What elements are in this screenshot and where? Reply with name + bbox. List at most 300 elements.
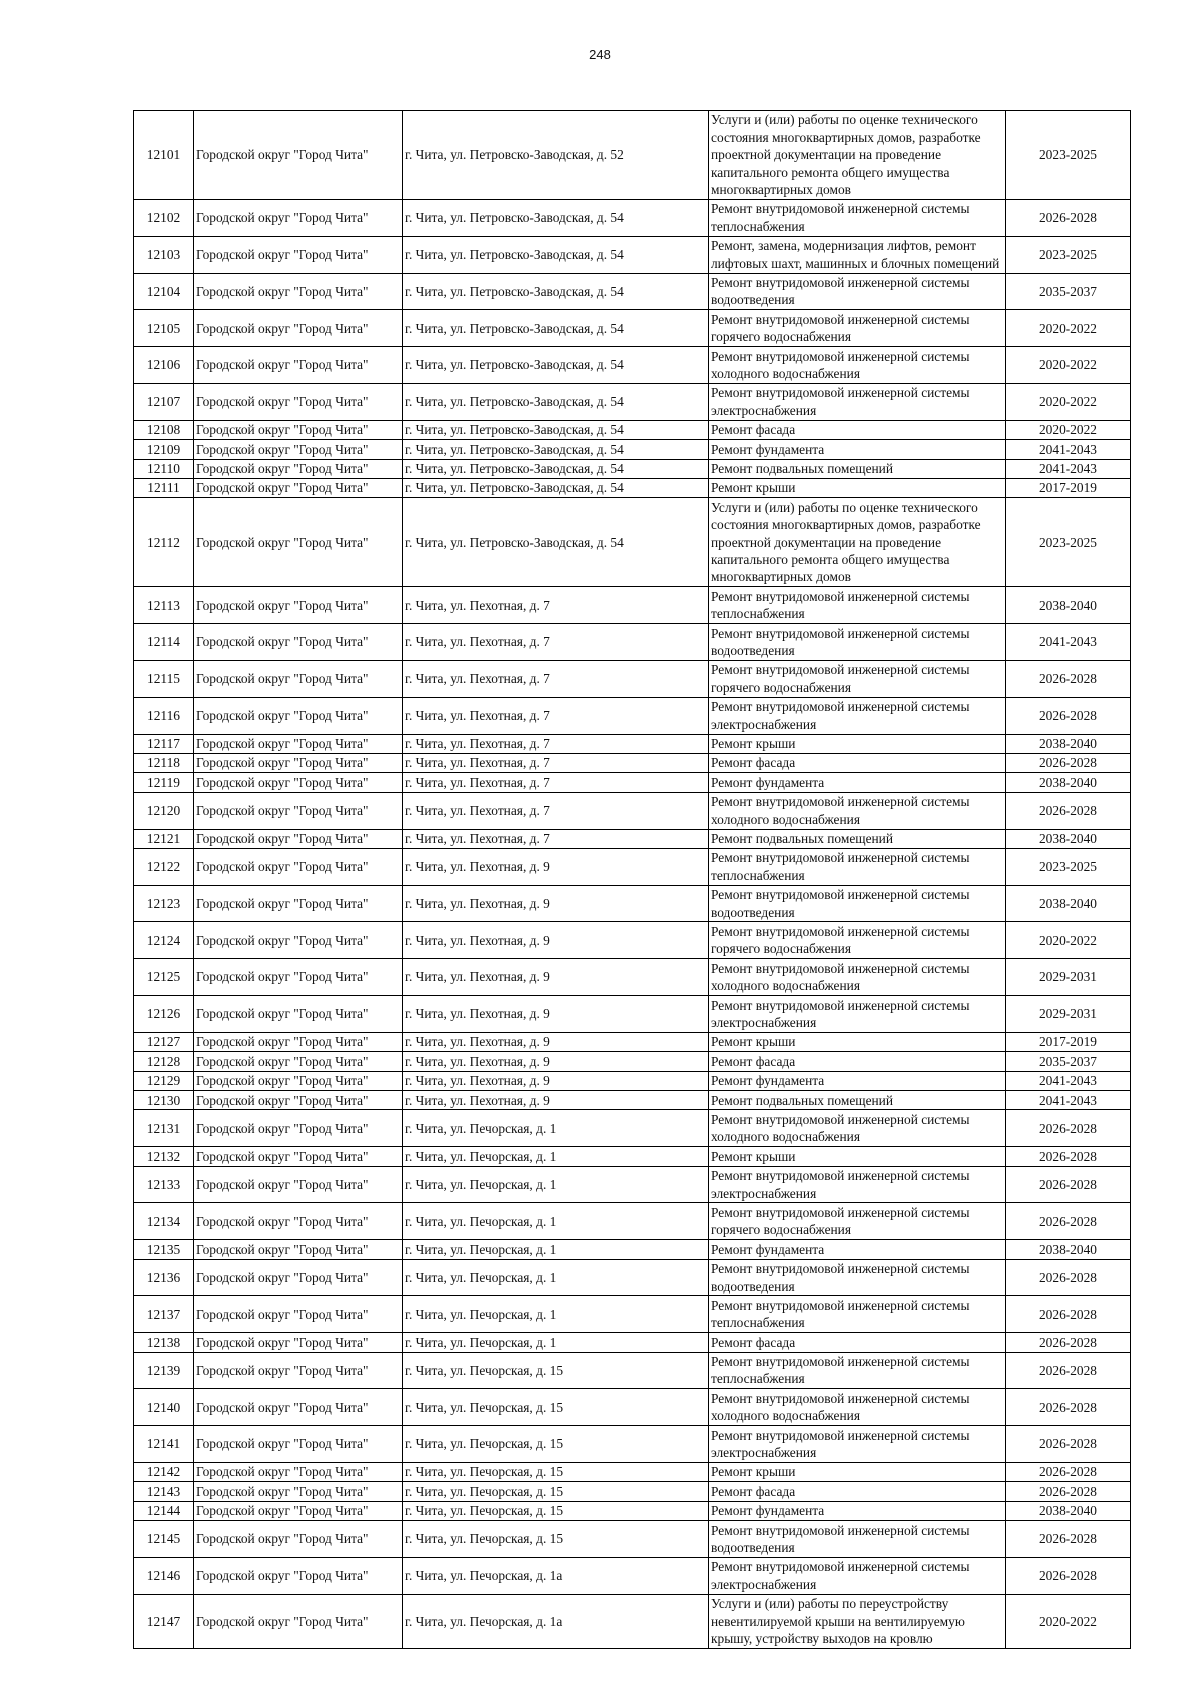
- municipality-cell: Городской округ "Город Чита": [194, 660, 403, 697]
- row-number: 12101: [134, 111, 194, 200]
- municipality-cell: Городской округ "Город Чита": [194, 440, 403, 459]
- period-cell: 2026-2028: [1006, 753, 1131, 772]
- period-cell: 2020-2022: [1006, 1594, 1131, 1648]
- period-cell: 2020-2022: [1006, 922, 1131, 959]
- row-number: 12128: [134, 1052, 194, 1071]
- address-cell: г. Чита, ул. Печорская, д. 15: [403, 1521, 709, 1558]
- period-cell: 2041-2043: [1006, 440, 1131, 459]
- table-row: [134, 1166, 1131, 1203]
- work-type-line: Ремонт подвальных помещений: [711, 461, 894, 477]
- work-type-cell: [709, 734, 1006, 753]
- row-number: 12121: [134, 829, 194, 848]
- work-type-cell: [709, 498, 1006, 587]
- period-cell: 2026-2028: [1006, 1389, 1131, 1426]
- municipality-cell: Городской округ "Город Чита": [194, 753, 403, 772]
- address-cell: г. Чита, ул. Петровско-Заводская, д. 54: [403, 440, 709, 459]
- row-number: 12136: [134, 1259, 194, 1296]
- municipality-cell: Городской округ "Город Чита": [194, 459, 403, 478]
- municipality-cell: Городской округ "Город Чита": [194, 1259, 403, 1296]
- period-cell: 2035-2037: [1006, 273, 1131, 310]
- work-type-line: Ремонт фундамента: [711, 441, 825, 457]
- address-cell: г. Чита, ул. Печорская, д. 1: [403, 1203, 709, 1240]
- work-type-line: лифтовых шахт, машинных и блочных помещений: [711, 255, 1000, 271]
- row-number: 12120: [134, 792, 194, 829]
- work-type-cell: [709, 885, 1006, 922]
- table-row: [134, 1259, 1131, 1296]
- table-row: [134, 1501, 1131, 1520]
- period-cell: 2026-2028: [1006, 1482, 1131, 1501]
- work-type-cell: [709, 1557, 1006, 1594]
- work-type-cell: [709, 1166, 1006, 1203]
- work-type-line: Ремонт внутридомовой инженерной системы: [711, 794, 970, 810]
- table-row: [134, 1521, 1131, 1558]
- address-cell: г. Чита, ул. Пехотная, д. 9: [403, 848, 709, 885]
- period-cell: 2026-2028: [1006, 1333, 1131, 1352]
- work-type-cell: [709, 848, 1006, 885]
- row-number: 12132: [134, 1147, 194, 1166]
- work-type-line: горячего водоснабжения: [711, 1222, 852, 1238]
- work-type-line: Ремонт фундамента: [711, 1073, 825, 1089]
- address-cell: г. Чита, ул. Пехотная, д. 7: [403, 734, 709, 753]
- work-type-line: Ремонт фасада: [711, 755, 796, 771]
- municipality-cell: Городской округ "Город Чита": [194, 922, 403, 959]
- municipality-cell: Городской округ "Город Чита": [194, 1594, 403, 1648]
- table-row: [134, 848, 1131, 885]
- work-type-line: Услуги и (или) работы по оценке технического: [711, 499, 978, 515]
- municipality-cell: Городской округ "Город Чита": [194, 1521, 403, 1558]
- period-cell: 2041-2043: [1006, 459, 1131, 478]
- table-row: [134, 478, 1131, 497]
- table-row: [134, 753, 1131, 772]
- work-type-cell: [709, 959, 1006, 996]
- work-type-line: Ремонт внутридомовой инженерной системы: [711, 1168, 970, 1184]
- work-type-line: электроснабжения: [711, 1445, 817, 1461]
- work-type-line: Ремонт крыши: [711, 1148, 796, 1164]
- address-cell: г. Чита, ул. Пехотная, д. 9: [403, 1071, 709, 1090]
- work-type-line: Ремонт внутридомовой инженерной системы: [711, 850, 970, 866]
- work-type-line: холодного водоснабжения: [711, 1408, 860, 1424]
- work-type-line: Ремонт, замена, модернизация лифтов, ремонт: [711, 238, 976, 254]
- address-cell: г. Чита, ул. Печорская, д. 1: [403, 1259, 709, 1296]
- work-type-cell: [709, 624, 1006, 661]
- municipality-cell: Городской округ "Город Чита": [194, 1052, 403, 1071]
- table-row: [134, 1296, 1131, 1333]
- row-number: 12125: [134, 959, 194, 996]
- work-type-line: теплоснабжения: [711, 1371, 805, 1387]
- work-type-cell: [709, 1296, 1006, 1333]
- address-cell: г. Чита, ул. Печорская, д. 15: [403, 1426, 709, 1463]
- table-row: [134, 1426, 1131, 1463]
- table-row: [134, 1052, 1131, 1071]
- address-cell: г. Чита, ул. Пехотная, д. 7: [403, 660, 709, 697]
- work-type-line: проектной документации на проведение: [711, 534, 942, 550]
- work-type-cell: [709, 922, 1006, 959]
- work-type-line: Ремонт крыши: [711, 736, 796, 752]
- work-type-line: электроснабжения: [711, 1185, 817, 1201]
- municipality-cell: Городской округ "Город Чита": [194, 792, 403, 829]
- work-type-line: крышу, устройству выходов на кровлю: [711, 1631, 933, 1647]
- table-row: [134, 1240, 1131, 1259]
- period-cell: 2026-2028: [1006, 1259, 1131, 1296]
- work-type-line: многоквартирных домов: [711, 569, 851, 585]
- work-type-line: Ремонт фасада: [711, 422, 796, 438]
- table-row: [134, 922, 1131, 959]
- address-cell: г. Чита, ул. Печорская, д. 1а: [403, 1557, 709, 1594]
- row-number: 12114: [134, 624, 194, 661]
- period-cell: 2026-2028: [1006, 1203, 1131, 1240]
- period-cell: 2026-2028: [1006, 1352, 1131, 1389]
- row-number: 12103: [134, 236, 194, 273]
- row-number: 12113: [134, 587, 194, 624]
- address-cell: г. Чита, ул. Петровско-Заводская, д. 54: [403, 310, 709, 347]
- table-row: [134, 420, 1131, 439]
- address-cell: г. Чита, ул. Печорская, д. 15: [403, 1501, 709, 1520]
- work-type-line: Ремонт внутридомовой инженерной системы: [711, 275, 970, 291]
- municipality-cell: Городской округ "Город Чита": [194, 1352, 403, 1389]
- row-number: 12116: [134, 697, 194, 734]
- work-type-line: Ремонт крыши: [711, 480, 796, 496]
- period-cell: 2035-2037: [1006, 1052, 1131, 1071]
- row-number: 12127: [134, 1032, 194, 1051]
- address-cell: г. Чита, ул. Петровско-Заводская, д. 54: [403, 420, 709, 439]
- row-number: 12118: [134, 753, 194, 772]
- address-cell: г. Чита, ул. Пехотная, д. 7: [403, 829, 709, 848]
- row-number: 12105: [134, 310, 194, 347]
- address-cell: г. Чита, ул. Петровско-Заводская, д. 54: [403, 498, 709, 587]
- row-number: 12138: [134, 1333, 194, 1352]
- address-cell: г. Чита, ул. Пехотная, д. 7: [403, 753, 709, 772]
- period-cell: 2038-2040: [1006, 734, 1131, 753]
- period-cell: 2038-2040: [1006, 587, 1131, 624]
- work-type-line: Ремонт внутридомовой инженерной системы: [711, 1261, 970, 1277]
- work-type-line: капитального ремонта общего имущества: [711, 164, 950, 180]
- page-number: 248: [589, 47, 611, 62]
- row-number: 12131: [134, 1110, 194, 1147]
- row-number: 12115: [134, 660, 194, 697]
- period-cell: 2023-2025: [1006, 111, 1131, 200]
- municipality-cell: Городской округ "Город Чита": [194, 498, 403, 587]
- table-row: [134, 1203, 1131, 1240]
- address-cell: г. Чита, ул. Печорская, д. 1: [403, 1333, 709, 1352]
- work-type-line: невентилируемой крыши на вентилируемую: [711, 1613, 965, 1629]
- work-type-cell: [709, 310, 1006, 347]
- municipality-cell: Городской округ "Город Чита": [194, 478, 403, 497]
- period-cell: 2041-2043: [1006, 1071, 1131, 1090]
- work-type-cell: [709, 773, 1006, 792]
- address-cell: г. Чита, ул. Петровско-Заводская, д. 54: [403, 347, 709, 384]
- period-cell: 2038-2040: [1006, 773, 1131, 792]
- row-number: 12107: [134, 383, 194, 420]
- period-cell: 2038-2040: [1006, 829, 1131, 848]
- work-type-line: теплоснабжения: [711, 867, 805, 883]
- work-type-line: Ремонт внутридомовой инженерной системы: [711, 1522, 970, 1538]
- work-type-line: Ремонт внутридомовой инженерной системы: [711, 923, 970, 939]
- row-number: 12139: [134, 1352, 194, 1389]
- address-cell: г. Чита, ул. Петровско-Заводская, д. 54: [403, 383, 709, 420]
- municipality-cell: Городской округ "Город Чита": [194, 1462, 403, 1481]
- address-cell: г. Чита, ул. Пехотная, д. 9: [403, 1032, 709, 1051]
- work-type-cell: [709, 440, 1006, 459]
- row-number: 12124: [134, 922, 194, 959]
- work-type-line: холодного водоснабжения: [711, 811, 860, 827]
- municipality-cell: Городской округ "Город Чита": [194, 1110, 403, 1147]
- table-row: [134, 885, 1131, 922]
- work-type-line: Ремонт внутридомовой инженерной системы: [711, 1111, 970, 1127]
- work-type-line: состояния многоквартирных домов, разработке: [711, 517, 981, 533]
- work-type-cell: [709, 1032, 1006, 1051]
- address-cell: г. Чита, ул. Печорская, д. 15: [403, 1352, 709, 1389]
- row-number: 12147: [134, 1594, 194, 1648]
- work-type-line: Ремонт подвальных помещений: [711, 830, 894, 846]
- municipality-cell: Городской округ "Город Чита": [194, 1389, 403, 1426]
- work-type-cell: [709, 1501, 1006, 1520]
- work-type-line: Услуги и (или) работы по оценке технического: [711, 112, 978, 128]
- work-type-line: Ремонт внутридомовой инженерной системы: [711, 311, 970, 327]
- period-cell: 2023-2025: [1006, 848, 1131, 885]
- municipality-cell: Городской округ "Город Чита": [194, 1482, 403, 1501]
- address-cell: г. Чита, ул. Пехотная, д. 7: [403, 697, 709, 734]
- municipality-cell: Городской округ "Город Чита": [194, 1240, 403, 1259]
- row-number: 12129: [134, 1071, 194, 1090]
- work-type-line: Ремонт подвальных помещений: [711, 1092, 894, 1108]
- work-type-cell: [709, 996, 1006, 1033]
- table-row: [134, 697, 1131, 734]
- work-type-cell: [709, 1259, 1006, 1296]
- municipality-cell: Городской округ "Город Чита": [194, 624, 403, 661]
- municipality-cell: Городской округ "Город Чита": [194, 734, 403, 753]
- work-type-line: Ремонт внутридомовой инженерной системы: [711, 1390, 970, 1406]
- municipality-cell: Городской округ "Город Чита": [194, 773, 403, 792]
- municipality-cell: Городской округ "Город Чита": [194, 347, 403, 384]
- municipality-cell: Городской округ "Город Чита": [194, 996, 403, 1033]
- work-type-line: Ремонт внутридомовой инженерной системы: [711, 625, 970, 641]
- address-cell: г. Чита, ул. Петровско-Заводская, д. 54: [403, 236, 709, 273]
- work-type-line: капитального ремонта общего имущества: [711, 552, 950, 568]
- row-number: 12117: [134, 734, 194, 753]
- row-number: 12143: [134, 1482, 194, 1501]
- municipality-cell: Городской округ "Город Чита": [194, 1501, 403, 1520]
- work-type-line: горячего водоснабжения: [711, 679, 852, 695]
- row-number: 12106: [134, 347, 194, 384]
- row-number: 12104: [134, 273, 194, 310]
- municipality-cell: Городской округ "Город Чита": [194, 383, 403, 420]
- table-row: [134, 383, 1131, 420]
- work-type-cell: [709, 1462, 1006, 1481]
- period-cell: 2026-2028: [1006, 1462, 1131, 1481]
- table-row: [134, 347, 1131, 384]
- work-type-line: Ремонт внутридомовой инженерной системы: [711, 699, 970, 715]
- work-type-cell: [709, 273, 1006, 310]
- row-number: 12130: [134, 1091, 194, 1110]
- period-cell: 2026-2028: [1006, 1296, 1131, 1333]
- address-cell: г. Чита, ул. Петровско-Заводская, д. 54: [403, 200, 709, 237]
- municipality-cell: Городской округ "Город Чита": [194, 1166, 403, 1203]
- work-type-cell: [709, 1203, 1006, 1240]
- work-type-cell: [709, 587, 1006, 624]
- address-cell: г. Чита, ул. Петровско-Заводская, д. 54: [403, 273, 709, 310]
- row-number: 12146: [134, 1557, 194, 1594]
- row-number: 12123: [134, 885, 194, 922]
- address-cell: г. Чита, ул. Пехотная, д. 9: [403, 1091, 709, 1110]
- period-cell: 2026-2028: [1006, 1166, 1131, 1203]
- table-row: [134, 111, 1131, 200]
- work-type-line: Ремонт внутридомовой инженерной системы: [711, 997, 970, 1013]
- table-row: [134, 1333, 1131, 1352]
- address-cell: г. Чита, ул. Пехотная, д. 9: [403, 959, 709, 996]
- table-row: [134, 1594, 1131, 1648]
- row-number: 12137: [134, 1296, 194, 1333]
- period-cell: 2026-2028: [1006, 1426, 1131, 1463]
- work-type-cell: [709, 792, 1006, 829]
- table-row: [134, 200, 1131, 237]
- work-type-cell: [709, 478, 1006, 497]
- work-type-cell: [709, 420, 1006, 439]
- period-cell: 2023-2025: [1006, 498, 1131, 587]
- table-row: [134, 959, 1131, 996]
- work-type-cell: [709, 753, 1006, 772]
- work-type-line: Ремонт внутридомовой инженерной системы: [711, 960, 970, 976]
- table-row: [134, 996, 1131, 1033]
- municipality-cell: Городской округ "Город Чита": [194, 1426, 403, 1463]
- work-type-line: Ремонт внутридомовой инженерной системы: [711, 1354, 970, 1370]
- row-number: 12102: [134, 200, 194, 237]
- work-type-line: холодного водоснабжения: [711, 978, 860, 994]
- work-type-line: Ремонт внутридомовой инженерной системы: [711, 201, 970, 217]
- work-type-line: горячего водоснабжения: [711, 329, 852, 345]
- work-type-line: Ремонт фундамента: [711, 774, 825, 790]
- work-type-cell: [709, 1389, 1006, 1426]
- work-type-line: водоотведения: [711, 1278, 795, 1294]
- work-type-line: электроснабжения: [711, 716, 817, 732]
- work-type-line: Ремонт фундамента: [711, 1503, 825, 1519]
- work-type-cell: [709, 1482, 1006, 1501]
- work-type-line: водоотведения: [711, 643, 795, 659]
- table-body: [134, 111, 1131, 1649]
- table-row: [134, 1091, 1131, 1110]
- work-type-line: теплоснабжения: [711, 1315, 805, 1331]
- work-type-cell: [709, 1110, 1006, 1147]
- work-type-cell: [709, 697, 1006, 734]
- work-type-line: Услуги и (или) работы по переустройству: [711, 1596, 949, 1612]
- table-row: [134, 734, 1131, 753]
- work-type-cell: [709, 383, 1006, 420]
- work-type-cell: [709, 459, 1006, 478]
- work-type-line: Ремонт фасада: [711, 1053, 796, 1069]
- work-type-line: Ремонт внутридомовой инженерной системы: [711, 588, 970, 604]
- work-type-cell: [709, 1352, 1006, 1389]
- table-row: [134, 1071, 1131, 1090]
- period-cell: 2026-2028: [1006, 1147, 1131, 1166]
- municipality-cell: Городской округ "Город Чита": [194, 1147, 403, 1166]
- municipality-cell: Городской округ "Город Чита": [194, 1203, 403, 1240]
- work-type-line: горячего водоснабжения: [711, 941, 852, 957]
- municipality-cell: Городской округ "Город Чита": [194, 1071, 403, 1090]
- period-cell: 2038-2040: [1006, 1501, 1131, 1520]
- period-cell: 2020-2022: [1006, 420, 1131, 439]
- address-cell: г. Чита, ул. Печорская, д. 15: [403, 1482, 709, 1501]
- period-cell: 2023-2025: [1006, 236, 1131, 273]
- address-cell: г. Чита, ул. Петровско-Заводская, д. 54: [403, 459, 709, 478]
- municipality-cell: Городской округ "Город Чита": [194, 236, 403, 273]
- address-cell: г. Чита, ул. Пехотная, д. 9: [403, 885, 709, 922]
- work-type-cell: [709, 1426, 1006, 1463]
- period-cell: 2020-2022: [1006, 310, 1131, 347]
- table-row: [134, 440, 1131, 459]
- municipality-cell: Городской округ "Город Чита": [194, 1032, 403, 1051]
- period-cell: 2026-2028: [1006, 660, 1131, 697]
- table-row: [134, 792, 1131, 829]
- work-type-cell: [709, 236, 1006, 273]
- work-type-line: Ремонт внутридомовой инженерной системы: [711, 1204, 970, 1220]
- table-row: [134, 829, 1131, 848]
- table-row: [134, 624, 1131, 661]
- work-type-line: Ремонт крыши: [711, 1464, 796, 1480]
- table-row: [134, 1482, 1131, 1501]
- row-number: 12108: [134, 420, 194, 439]
- municipality-cell: Городской округ "Город Чита": [194, 111, 403, 200]
- work-type-line: водоотведения: [711, 292, 795, 308]
- work-type-line: теплоснабжения: [711, 218, 805, 234]
- work-type-cell: [709, 1071, 1006, 1090]
- address-cell: г. Чита, ул. Пехотная, д. 9: [403, 922, 709, 959]
- municipality-cell: Городской округ "Город Чита": [194, 1333, 403, 1352]
- row-number: 12112: [134, 498, 194, 587]
- row-number: 12109: [134, 440, 194, 459]
- work-type-line: Ремонт внутридомовой инженерной системы: [711, 662, 970, 678]
- period-cell: 2026-2028: [1006, 792, 1131, 829]
- row-number: 12126: [134, 996, 194, 1033]
- address-cell: г. Чита, ул. Печорская, д. 1: [403, 1110, 709, 1147]
- work-type-line: водоотведения: [711, 1540, 795, 1556]
- row-number: 12122: [134, 848, 194, 885]
- work-type-line: состояния многоквартирных домов, разработке: [711, 129, 981, 145]
- work-type-line: Ремонт внутридомовой инженерной системы: [711, 1559, 970, 1575]
- work-type-cell: [709, 111, 1006, 200]
- row-number: 12119: [134, 773, 194, 792]
- capital-repair-table: [133, 110, 1131, 1649]
- work-type-cell: [709, 1521, 1006, 1558]
- work-type-cell: [709, 1594, 1006, 1648]
- period-cell: 2029-2031: [1006, 959, 1131, 996]
- address-cell: г. Чита, ул. Печорская, д. 1а: [403, 1594, 709, 1648]
- row-number: 12133: [134, 1166, 194, 1203]
- address-cell: г. Чита, ул. Петровско-Заводская, д. 52: [403, 111, 709, 200]
- table-row: [134, 1352, 1131, 1389]
- period-cell: 2026-2028: [1006, 200, 1131, 237]
- municipality-cell: Городской округ "Город Чита": [194, 959, 403, 996]
- period-cell: 2017-2019: [1006, 478, 1131, 497]
- table-row: [134, 587, 1131, 624]
- table-row: [134, 660, 1131, 697]
- work-type-line: многоквартирных домов: [711, 182, 851, 198]
- table-row: [134, 498, 1131, 587]
- municipality-cell: Городской округ "Город Чита": [194, 200, 403, 237]
- row-number: 12140: [134, 1389, 194, 1426]
- row-number: 12141: [134, 1426, 194, 1463]
- table-row: [134, 236, 1131, 273]
- municipality-cell: Городской округ "Город Чита": [194, 310, 403, 347]
- row-number: 12110: [134, 459, 194, 478]
- work-type-cell: [709, 829, 1006, 848]
- table-row: [134, 1462, 1131, 1481]
- period-cell: 2029-2031: [1006, 996, 1131, 1033]
- municipality-cell: Городской округ "Город Чита": [194, 697, 403, 734]
- table-row: [134, 459, 1131, 478]
- work-type-line: электроснабжения: [711, 1576, 817, 1592]
- row-number: 12111: [134, 478, 194, 497]
- municipality-cell: Городской округ "Город Чита": [194, 1296, 403, 1333]
- period-cell: 2026-2028: [1006, 1557, 1131, 1594]
